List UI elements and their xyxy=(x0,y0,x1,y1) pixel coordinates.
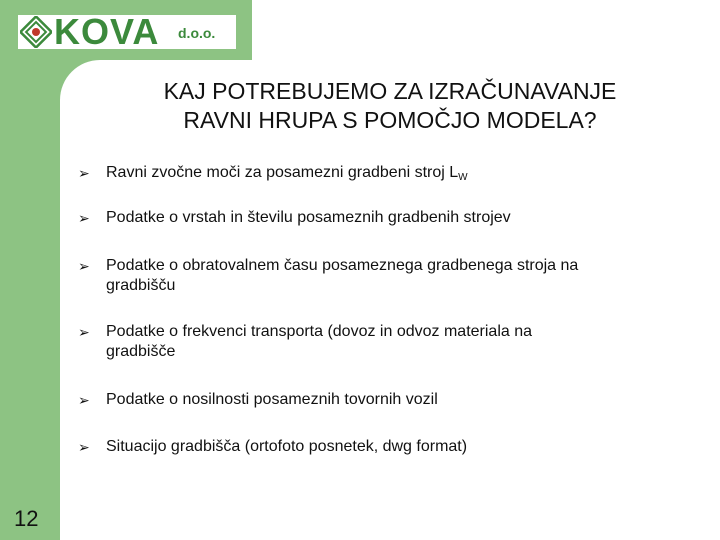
bullet-arrow-icon: ➢ xyxy=(78,210,90,226)
bullet-arrow-icon: ➢ xyxy=(78,258,90,274)
bullet-text: Podatke o frekvenci transporta (dovoz in odvoz materiala na gradbišče xyxy=(106,323,533,360)
page-number: 12 xyxy=(14,506,39,531)
slide-title-line1: KAJ POTREBUJEMO ZA IZRAČUNAVANJE xyxy=(163,78,617,104)
slide-title-line2: RAVNI HRUPA S POMOČJO MODELA? xyxy=(183,107,597,133)
bullet-arrow-icon: ➢ xyxy=(78,439,90,455)
logo-emblem-icon xyxy=(20,16,52,48)
logo-suffix: d.o.o. xyxy=(178,25,216,41)
bullet-text: Podatke o obratovalnem času posameznega gradbenega stroja na gradbišču xyxy=(106,257,579,294)
bullet-arrow-icon: ➢ xyxy=(78,392,90,408)
bullet-text: Ravni zvočne moči za posamezni gradbeni stroj $L_W$ xyxy=(106,164,468,183)
bullet-text: Podatke o nosilnosti posameznih tovornih vozil xyxy=(106,391,438,408)
company-logo xyxy=(18,11,236,52)
bullet-text: Podatke o vrstah in številu posameznih gradbenih strojev xyxy=(106,209,511,226)
bullet-text: Situacijo gradbišča (ortofoto posnetek, dwg format) xyxy=(106,438,468,455)
logo-wordmark: KOVA xyxy=(54,11,160,52)
slide-title xyxy=(90,77,690,135)
bullet-arrow-icon: ➢ xyxy=(78,324,90,340)
bullet-arrow-icon: ➢ xyxy=(78,165,90,181)
sidebar-band xyxy=(0,0,60,540)
